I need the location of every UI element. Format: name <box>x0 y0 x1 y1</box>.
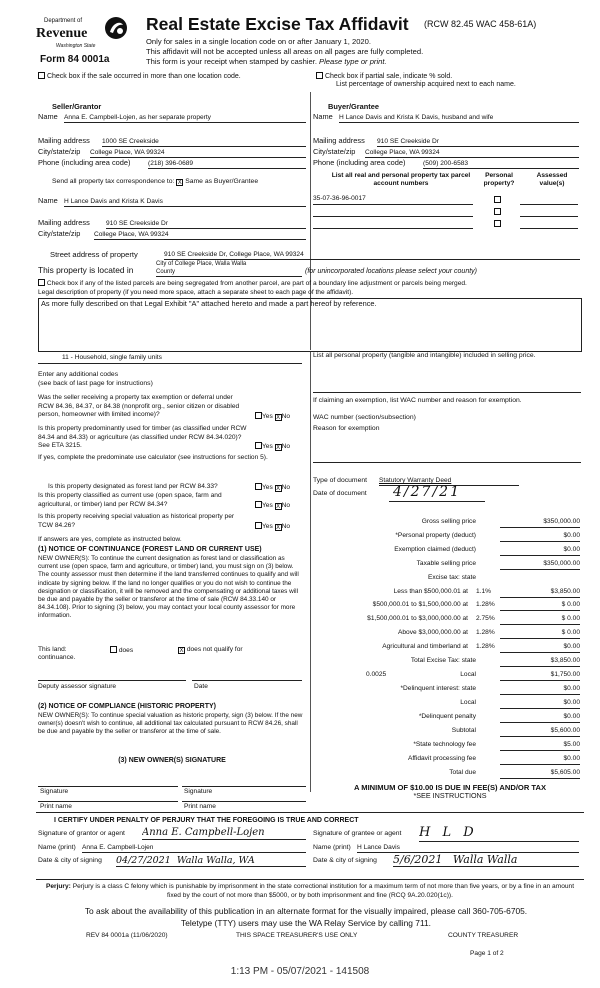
partial-sale-row <box>316 72 516 90</box>
grantor-date-value: 04/27/2021 <box>116 855 171 866</box>
q2-yes-label: Yes <box>262 443 273 450</box>
seller-phone-label: Phone (including area code) <box>38 158 131 167</box>
partial-sale-checkbox[interactable] <box>316 72 323 79</box>
alt-format-note: To ask about the availability of this publication in an alternate format for the visually impaired, please call 360-705-6705. <box>84 906 528 916</box>
notice-compliance-title: (2) NOTICE OF COMPLIANCE (HISTORIC PROPERTY) <box>38 703 216 710</box>
grantee-name-label: Name (print) <box>313 844 351 851</box>
q2-no-checkbox[interactable]: X <box>276 445 281 451</box>
tier4-value[interactable]: $ 0.00 <box>500 629 580 639</box>
q5-yes-label: Yes <box>262 523 273 530</box>
penalty-label: *Delinquent penalty <box>418 713 476 720</box>
doc-date-field[interactable]: 4/27/21 <box>389 484 485 502</box>
street-label: Street address of property <box>50 250 138 259</box>
continuance-text: continuance. <box>38 654 76 662</box>
grantor-signature[interactable]: Anna E. Campbell-Lojen <box>142 827 306 840</box>
county-treasurer-label: COUNTY TREASURER <box>448 932 519 939</box>
delinq-state-value[interactable]: $0.00 <box>500 685 580 695</box>
same-as-buyer-label: Same as Buyer/Grantee <box>185 178 259 185</box>
buyer-mailing-field[interactable]: 910 SE Creekside Dr <box>377 138 579 147</box>
local-row <box>316 670 580 681</box>
ag-row <box>316 642 580 653</box>
subtotal-label: Subtotal <box>451 727 476 734</box>
correspondence-row <box>52 178 258 186</box>
deputy-date-line <box>192 680 302 681</box>
grantor-sig-row <box>38 827 306 842</box>
personal-deduct-label: *Personal property (deduct) <box>395 532 476 539</box>
new-owner-signature-label-2: Signature <box>184 788 213 795</box>
doc-type-field[interactable]: Statutory Warranty Deed <box>379 477 519 486</box>
segregated-checkbox[interactable] <box>38 279 45 286</box>
this-land-label <box>38 646 75 663</box>
q4-yes-checkbox[interactable] <box>255 501 262 508</box>
certify-heading: I CERTIFY UNDER PENALTY OF PERJURY THAT THE FOREGOING IS TRUE AND CORRECT <box>54 817 359 824</box>
notice-compliance-body: NEW OWNER(S): To continue special valuation as historic property, sign (3) below. If the new owner(s) doesn't wish to continue, all additional tax calculated pursuant to RCW 84.26, shall be due and payable by the seller or transferor at the time of sale. <box>38 712 303 736</box>
taxable-value[interactable]: $350,000.00 <box>500 560 580 570</box>
corr-mailing-field[interactable]: 910 SE Creekside Dr <box>106 220 306 229</box>
recording-stamp: 1:13 PM - 05/07/2021 - 141508 <box>230 966 370 977</box>
buyer-heading: Buyer/Grantee <box>328 102 379 111</box>
buyer-city-label: City/state/zip <box>313 147 356 156</box>
form-number: Form 84 0001a <box>40 54 110 65</box>
corr-city-row <box>38 230 306 241</box>
seller-name-field[interactable]: Anna E. Campbell-Lojen, as her separate property <box>64 114 306 123</box>
delinq-state-label: *Delinquent interest: state <box>400 685 476 692</box>
grantee-signature[interactable]: H L D <box>419 825 579 842</box>
form-title: Real Estate Excise Tax Affidavit <box>146 14 409 34</box>
total-due-label: Total due <box>449 769 476 776</box>
minimum-due-note: A MINIMUM OF $10.00 IS DUE IN FEE(S) AND/OR TAX <box>353 783 547 792</box>
grantor-name-row <box>38 844 306 855</box>
header-note-2: This affidavit will not be accepted unless all areas on all pages are fully completed. <box>146 47 424 56</box>
doc-date-label: Date of document <box>313 490 367 497</box>
new-owner-print-line-1 <box>38 801 178 802</box>
multi-location-label: Check box if the sale occurred in more than one location code. <box>46 73 241 80</box>
tier4-rate: 1.28% <box>476 629 495 636</box>
seller-heading: Seller/Grantor <box>52 102 102 111</box>
q4-answers <box>255 501 290 510</box>
ag-value[interactable]: $0.00 <box>500 643 580 653</box>
buyer-city-field[interactable]: College Place, WA 99324 <box>365 149 579 158</box>
personal-deduct-value[interactable]: $0.00 <box>500 532 580 542</box>
treasurer-use-note: THIS SPACE TREASURER'S USE ONLY <box>236 932 358 939</box>
logo-word: Revenue <box>36 26 88 41</box>
city-county-field[interactable] <box>156 261 302 277</box>
q5-yes-checkbox[interactable] <box>255 522 262 529</box>
grantee-date-value: 5/6/2021 <box>393 853 443 866</box>
land-does-not-checkbox[interactable]: X <box>179 648 184 654</box>
grantee-date-city-field[interactable] <box>393 853 579 867</box>
question-historic: Is this property receiving special valuation as historical property per TCW 84.26? <box>38 513 235 529</box>
street-field[interactable]: 910 SE Creekside Dr, College Place, WA 99324 <box>164 251 580 260</box>
affidavit-fee-row <box>316 754 580 765</box>
multi-location-checkbox[interactable] <box>38 72 45 79</box>
multi-location-row <box>38 72 241 81</box>
tech-fee-label: *State technology fee <box>413 741 476 748</box>
wac-label: WAC number (section/subsection) <box>313 414 416 421</box>
additional-codes-sub: (see back of last page for instructions) <box>38 380 153 387</box>
seller-mailing-label: Mailing address <box>38 136 90 145</box>
tier1-value[interactable]: $3,850.00 <box>500 588 580 598</box>
taxable-label: Taxable selling price <box>416 560 476 567</box>
seller-mailing-field[interactable]: 1000 SE Creekside <box>102 138 306 147</box>
perjury-text: Perjury is a class C felony which is punishable by imprisonment in the state correctional institution for a maximum term of not more than five years, or by a fine in an amount fixed by the court of not more than $5000, or by both imprisonment and fine (RCQ 9A.20.020(1c)). <box>70 883 575 899</box>
partial-sale-sub: List percentage of ownership acquired next to each name. <box>336 81 516 89</box>
footer-top-rule <box>36 879 584 880</box>
penalty-value[interactable]: $0.00 <box>500 713 580 723</box>
total-due-value[interactable]: $5,605.00 <box>500 769 580 779</box>
new-owner-print-line-2 <box>182 801 306 802</box>
city-county-line1: City of College Place, Walla Walla <box>156 261 247 267</box>
q5-no-label: No <box>281 523 291 530</box>
corr-mailing-label: Mailing address <box>38 218 90 227</box>
q1-no-checkbox[interactable]: X <box>276 415 281 421</box>
taxable-row <box>316 559 580 570</box>
logo-state: Washington State <box>56 43 96 49</box>
assessed-value-1[interactable] <box>520 195 578 205</box>
same-as-buyer-checkbox[interactable]: X <box>177 180 182 186</box>
grantee-city-value: Walla Walla <box>452 853 518 866</box>
total-state-row <box>316 656 580 667</box>
q3-yes-checkbox[interactable] <box>255 483 262 490</box>
corr-city-label: City/state/zip <box>38 229 81 238</box>
tech-fee-row <box>316 740 580 751</box>
seller-city-label: City/state/zip <box>38 147 81 156</box>
tier1-rate: 1.1% <box>476 588 492 595</box>
question-forest: Is this property designated as forest land per RCW 84.33? <box>48 483 218 490</box>
new-owner-signature-label-1: Signature <box>40 788 69 795</box>
corr-name-field[interactable]: H Lance Davis and Krista K Davis <box>64 198 306 207</box>
legal-description-box[interactable] <box>38 298 582 352</box>
exemption-reason-label: Reason for exemption <box>313 425 380 432</box>
dor-swirl-icon <box>104 16 128 40</box>
total-state-value[interactable]: $3,850.00 <box>500 657 580 667</box>
buyer-phone-field[interactable]: (509) 200-6583 <box>423 160 579 169</box>
delinq-state-row <box>316 684 580 695</box>
segregated-row <box>38 279 583 288</box>
question-timber: Is this property predominantly used for timber (as classified under RCW 84.34 and 84.33) or agriculture (as classified under RCW 84.34.020)? See ETA 3215. <box>38 425 247 450</box>
question-exemption: Was the seller receiving a property tax exemption or deferral under RCW 84.36, 84.37, or 84.38 (nonprofit org., senior citizen or disabled person, homeowner with limited income)? <box>38 394 240 419</box>
grantor-name-field[interactable]: Anna E. Campbell-Lojen <box>82 844 306 853</box>
legal-description-text: As more fully described on that Legal Exhibit "A" attached hereto and made a part hereof by reference. <box>41 299 377 308</box>
exemption-deduct-value[interactable]: $0.00 <box>500 546 580 556</box>
q3-no-checkbox[interactable]: X <box>276 486 281 492</box>
q3-answers <box>255 483 290 492</box>
personal-property-label: List all personal property (tangible and intangible) included in selling price. <box>313 352 536 359</box>
corr-city-field[interactable]: College Place, WA 99324 <box>94 231 306 240</box>
state-header-row <box>316 573 580 584</box>
delinq-local-value[interactable]: $0.00 <box>500 699 580 709</box>
unincorporated-note: (for unincorporated locations please select your county) <box>305 268 477 275</box>
q2-no-label: No <box>281 443 291 450</box>
grantor-sig-label: Signature of grantor or agent <box>38 830 125 837</box>
q2-yes-checkbox[interactable] <box>255 442 262 449</box>
partial-sale-label: Check box if partial sale, indicate % sold. <box>324 73 453 80</box>
logo-line1: Department of <box>44 18 83 24</box>
tier2-label: $500,000.01 to $1,500,000.00 at <box>372 601 468 608</box>
buyer-phone-label: Phone (including area code) <box>313 158 406 167</box>
tty-note: Teletype (TTY) users may use the WA Relay Service by calling 711. <box>181 918 431 928</box>
tier3-value[interactable]: $ 0.00 <box>500 615 580 625</box>
deputy-sig-label: Deputy assessor signature <box>38 683 117 690</box>
seller-name-label: Name <box>38 112 58 121</box>
segregated-label: Check box if any of the listed parcels are being segregated from another parcel, are part of a boundary line adjustment or parcels being merged. <box>46 280 467 287</box>
page-number: Page 1 of 2 <box>470 950 504 957</box>
land-use-code-field[interactable] <box>38 354 302 364</box>
question-current-use: Is this property classified as current use (open space, farm and agricultural, or timber) land per RCW 84.34? <box>38 492 222 508</box>
land-use-code-value: 11 - Household, single family units <box>62 354 162 361</box>
new-owner-print-label-1: Print name <box>40 803 72 810</box>
doc-type-label: Type of document <box>313 477 368 484</box>
delinq-local-row <box>316 698 580 709</box>
penalty-row <box>316 712 580 723</box>
parcel-col-header: List all real and personal property tax parcel account numbers <box>331 172 471 187</box>
local-label: Local <box>460 671 476 678</box>
seller-phone-row <box>38 159 306 170</box>
buyer-name-field[interactable]: H Lance Davis and Krista K Davis, husband and wife <box>339 114 579 123</box>
q1-no-label: No <box>281 413 291 420</box>
land-does-option <box>110 646 133 655</box>
assessed-value-3[interactable] <box>520 219 578 229</box>
new-owner-sig-title: (3) NEW OWNER(S) SIGNATURE <box>118 757 226 764</box>
tier1-label: Less than $500,000.01 at <box>393 588 468 595</box>
grantee-date-label: Date & city of signing <box>313 857 377 864</box>
located-in-label: This property is located in <box>38 265 134 275</box>
q3-yes-label: Yes <box>262 484 273 491</box>
personal-property-checkbox-3[interactable] <box>494 220 501 227</box>
assessed-value-2[interactable] <box>520 207 578 217</box>
tier3-label: $1,500,000.01 to $3,000,000.00 at <box>367 615 468 622</box>
parcel-number-3[interactable] <box>313 219 473 229</box>
subtotal-row <box>316 726 580 737</box>
assessed-col-header: Assessed value(s) <box>536 172 568 187</box>
total-state-label: Total Excise Tax: state <box>410 657 476 664</box>
perjury-statement <box>40 883 580 900</box>
grantor-date-label: Date & city of signing <box>38 857 102 864</box>
header-note-1: Only for sales in a single location code on or after January 1, 2020. <box>146 37 371 46</box>
exemption-label: If claiming an exemption, list WAC number and reason for exemption. <box>313 397 522 404</box>
excise-state-label: Excise tax: state <box>427 574 476 581</box>
buyer-name-row <box>313 113 579 124</box>
street-row <box>50 250 580 261</box>
correspondence-label: Send all property tax correspondence to: <box>52 178 175 185</box>
tier3-row <box>316 614 580 625</box>
seller-name-row <box>38 113 306 124</box>
buyer-mailing-label: Mailing address <box>313 136 365 145</box>
grantor-date-row <box>38 857 306 869</box>
delinq-local-label: Local <box>460 699 476 706</box>
q4-yes-label: Yes <box>262 502 273 509</box>
seller-phone-field[interactable]: (218) 396-0689 <box>148 160 306 169</box>
predominate-use-note: If yes, complete the predominate use calculator (see instructions for section 5). <box>38 454 268 461</box>
total-due-row <box>316 768 580 779</box>
grantee-sig-label: Signature of grantee or agent <box>313 830 402 837</box>
local-value[interactable]: $1,750.00 <box>500 671 580 681</box>
personal-col-header: Personal property? <box>483 172 515 187</box>
grantor-city-value: Walla Walla, WA <box>176 855 255 866</box>
tier4-label: Above $3,000,000.00 at <box>397 629 468 636</box>
personal-row <box>316 531 580 542</box>
header-note-3: This form is your receipt when stamped by cashier. Please type or print. <box>146 57 387 66</box>
q1-yes-label: Yes <box>262 413 273 420</box>
parcel-number-2[interactable] <box>313 207 473 217</box>
affidavit-fee-value[interactable]: $0.00 <box>500 755 580 765</box>
rcw-reference: (RCW 82.45 WAC 458-61A) <box>424 19 537 29</box>
city-county-line2: County <box>156 268 176 275</box>
tier3-rate: 2.75% <box>476 615 495 622</box>
new-owner-sig-line-1 <box>38 786 178 787</box>
additional-codes-label: Enter any additional codes <box>38 371 119 378</box>
parcel-number-1[interactable]: 35-07-36-96-0017 <box>313 195 473 205</box>
q5-answers <box>255 522 290 531</box>
legal-description-label: Legal description of property (if you need more space, attach a separate sheet to each page of the affidavit). <box>38 289 354 296</box>
gross-value[interactable]: $350,000.00 <box>500 518 580 528</box>
new-owner-print-label-2: Print name <box>184 803 216 810</box>
exemption-reason-line <box>313 462 581 463</box>
grantor-date-city-field[interactable] <box>116 855 306 867</box>
new-owner-sig-line-2 <box>182 786 306 787</box>
tier2-row <box>316 600 580 611</box>
q1-answers <box>255 412 290 421</box>
grantee-date-row <box>313 853 581 869</box>
see-instructions-note: *SEE INSTRUCTIONS <box>413 791 487 800</box>
personal-property-checkbox-2[interactable] <box>494 208 501 215</box>
certify-top-rule <box>36 812 584 813</box>
ag-label: Agricultural and timberland at <box>382 643 468 650</box>
q5-no-checkbox[interactable]: X <box>276 525 281 531</box>
gross-label: Gross selling price <box>421 518 476 525</box>
subtotal-value[interactable]: $5,600.00 <box>500 727 580 737</box>
deputy-date-label: Date <box>194 683 208 690</box>
rev-number: REV 84 0001a (11/06/2020) <box>86 932 168 939</box>
q4-no-label: No <box>281 502 291 509</box>
grantor-name-label: Name (print) <box>38 844 76 851</box>
this-land-text: This land: <box>38 646 67 653</box>
exemption-deduct-label: Exemption claimed (deduct) <box>394 546 476 553</box>
tech-fee-value[interactable]: $5.00 <box>500 741 580 751</box>
corr-name-row <box>38 197 306 208</box>
q1-yes-checkbox[interactable] <box>255 412 262 419</box>
q3-no-label: No <box>281 484 291 491</box>
tier4-row <box>316 628 580 639</box>
gross-row <box>316 517 580 528</box>
column-divider-lower <box>310 352 311 792</box>
personal-property-checkbox-1[interactable] <box>494 196 501 203</box>
corr-name-label: Name <box>38 196 58 205</box>
land-does-not-option <box>178 646 243 654</box>
local-rate: 0.0025 <box>366 671 387 678</box>
q2-answers <box>255 442 290 451</box>
notice-continuance-title: (1) NOTICE OF CONTINUANCE (FOREST LAND OR CURRENT USE) <box>38 546 262 553</box>
tier2-rate: 1.28% <box>476 601 495 608</box>
perjury-label: Perjury: <box>45 883 71 890</box>
exemption-row <box>316 545 580 556</box>
tier2-value[interactable]: $ 0.00 <box>500 601 580 611</box>
deputy-sig-line <box>38 680 186 681</box>
land-does-label: does <box>118 647 134 654</box>
buyer-name-label: Name <box>313 112 333 121</box>
buyer-phone-row <box>313 159 579 170</box>
land-does-checkbox[interactable] <box>110 646 117 653</box>
land-does-not-label: does not qualify for <box>186 646 243 653</box>
answers-note: If answers are yes, complete as instructed below. <box>38 536 182 543</box>
ag-rate: 1.28% <box>476 643 495 650</box>
doc-date-row <box>313 484 581 504</box>
tier1-row <box>316 587 580 598</box>
notice-continuance-body: NEW OWNER(S): To continue the current designation as forest land or classification as current use (open space, farm and agriculture, or timber) land, you must sign on (3) below. The county assessor must then determine if the land transferred continues to qualify and will indicate by signing below. If the land no longer qualifies or you do not wish to continue the designation or classification, it will be removed and the compensating or additional taxes will be due and payable by the seller or transferor at the time of sale (RCW 84.33.140 or 84.34.108). Prior to signing (3) below, you may contact your local county assessor for more information. <box>38 555 299 620</box>
grantee-name-field[interactable]: H Lance Davis <box>357 844 579 853</box>
q4-no-checkbox[interactable]: X <box>276 504 281 510</box>
personal-property-line <box>313 392 581 393</box>
seller-city-field[interactable]: College Place, WA 99324 <box>90 149 306 158</box>
grantee-sig-row <box>313 825 581 842</box>
affidavit-fee-label: Affidavit processing fee <box>407 755 476 762</box>
